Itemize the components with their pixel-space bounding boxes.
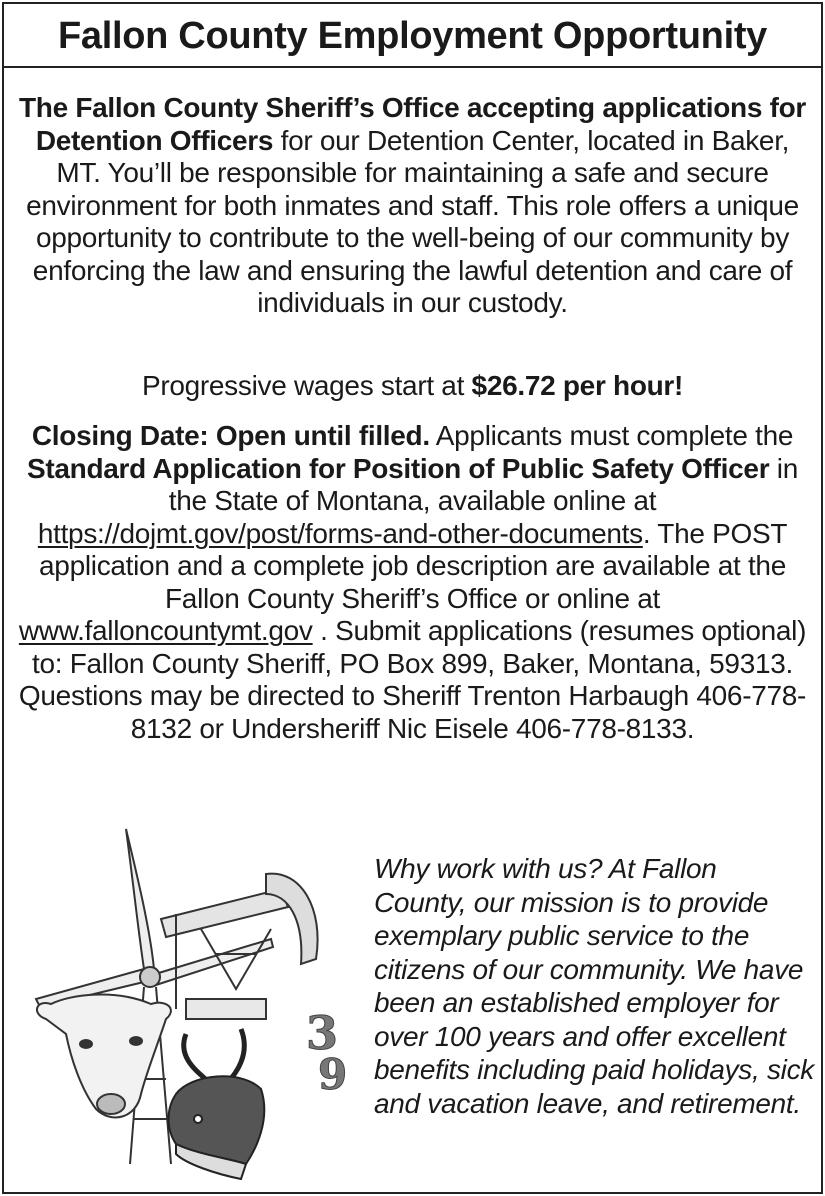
county-website-link[interactable]: www.falloncountymt.gov: [18, 615, 313, 646]
county-seal-illustration: [26, 819, 371, 1189]
bottom-section: [4, 819, 821, 1192]
wage-amount: $26.72 per hour!: [471, 370, 684, 401]
intro-paragraph: [18, 92, 807, 320]
closing-date: Closing Date: Open until filled.: [31, 420, 430, 451]
closing-text-4: . Submit applications (resumes optional) to: Fallon County Sheriff, PO Box 899, Baker, Montana, 59313. Questions may be directed to Sheriff Trenton Harbaugh 406-778-8132 or Undersheriff Nic Eisele 406-778-8133.: [18, 615, 807, 744]
closing-text-2: in the State of Montana, available online at: [168, 452, 798, 516]
employment-ad: [2, 2, 823, 1194]
oil-pump-icon: [161, 874, 318, 1019]
seal-number-top: 3: [306, 1006, 339, 1060]
closing-text-3: . The POST application and a complete job description are available at the Fallon County Sheriff’s Office or online at: [39, 517, 788, 614]
why-work-with-us: Why work with us? At Fallon County, our mission is to provide exemplary public service to the citizens of our community. We have been an established employer for over 100 years and offer excellent benefits including paid holidays, sick and vacation leave, and retirement.: [374, 853, 814, 1119]
intro-text: for our Detention Center, located in Baker, MT. You’ll be responsible for maintaining a safe and secure environment for both inmates and staff. This role offers a unique opportunity to contribute to the well-being of our community by enforcing the law and ensuring the lawful detention and care of individuals in our custody.: [26, 124, 799, 318]
cow-icon: [37, 995, 171, 1118]
closing-text-1: Applicants must complete the: [429, 420, 794, 451]
ad-title: Fallon County Employment Opportunity: [57, 15, 768, 57]
wage-text: Progressive wages start at: [141, 370, 472, 401]
antelope-icon: [169, 1029, 265, 1179]
application-name: Standard Application for Position of Public Safety Officer: [27, 452, 770, 484]
wage-paragraph: [18, 370, 807, 403]
closing-paragraph: [18, 420, 807, 745]
post-forms-link[interactable]: https://dojmt.gov/post/forms-and-other-documents: [37, 517, 643, 549]
seal-number-bottom: 9: [318, 1050, 348, 1099]
intro-bold: The Fallon County Sheriff’s Office accepting applications for Detention Officers: [18, 92, 807, 156]
title-divider: [4, 66, 821, 68]
